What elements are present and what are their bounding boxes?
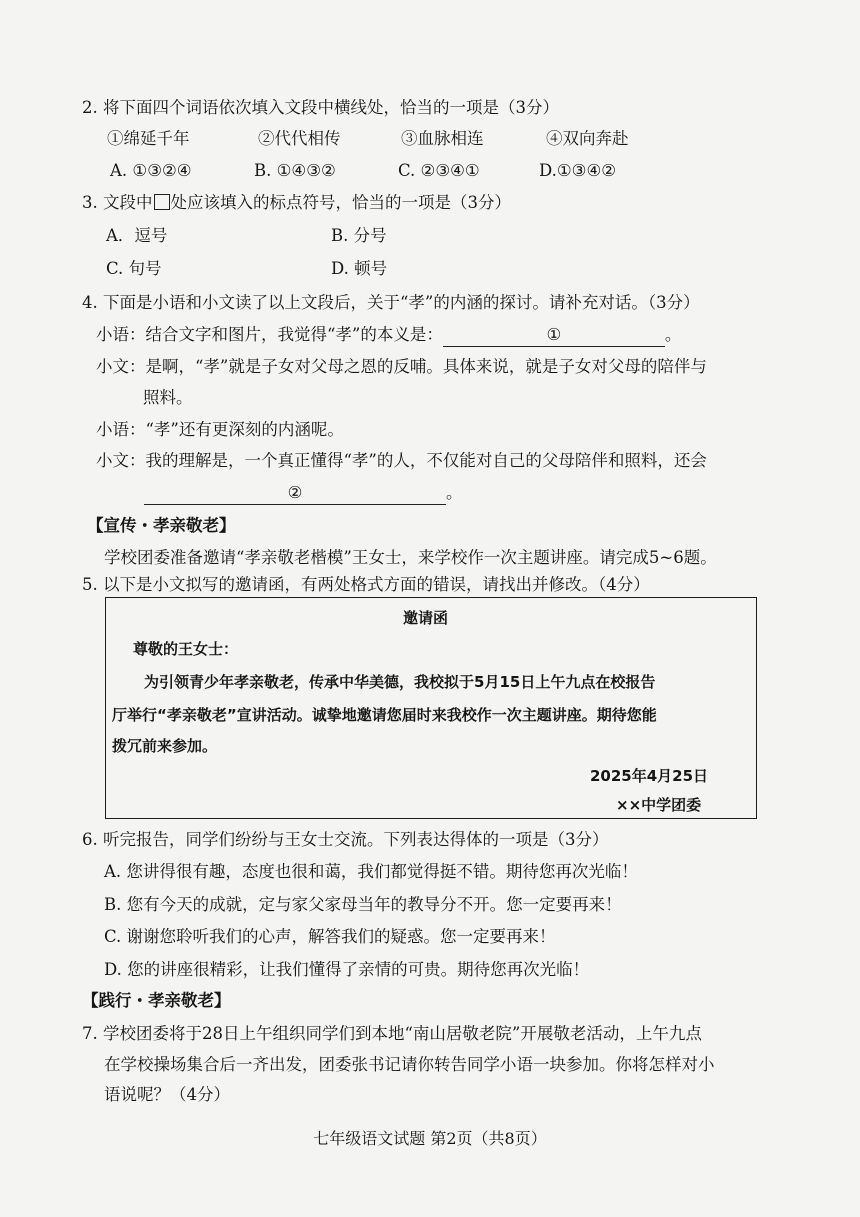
q4-line4: 小文：我的理解是，一个真正懂得“孝”的人，不仅能对自己的父母陪伴和照料，还会 [96, 451, 707, 470]
q5-stem: 5. 以下是小文拟写的邀请函，有两处格式方面的错误，请找出并修改。（4分） [82, 575, 650, 594]
q4-line2b: 照料。 [143, 388, 193, 407]
q3-stem-pre: 3. 文段中 [82, 193, 153, 212]
q2-option-d: D.①③④② [539, 161, 617, 180]
letter-salutation: 尊敬的王女士： [133, 640, 239, 658]
invitation-letter-box [105, 597, 757, 819]
page-footer: 七年级语文试题 第2页（共8页） [313, 1129, 547, 1148]
section-intro-promote: 学校团委准备邀请“孝亲敬老楷模”王女士，来学校作一次主题讲座。请完成5~6题。 [104, 548, 717, 567]
q4-line5-end: 。 [446, 483, 463, 502]
q4-line5 [144, 482, 463, 505]
letter-sender: ××中学团委 [616, 796, 702, 814]
letter-body-3: 拨冗前来参加。 [112, 737, 218, 755]
q3-option-b: B. 分号 [331, 226, 387, 245]
q6-option-c: C. 谢谢您聆听我们的心声，解答我们的疑惑。您一定要再来！ [104, 927, 556, 946]
q4-line3: 小语：“孝”还有更深刻的内涵呢。 [96, 420, 344, 439]
letter-body-1: 为引领青少年孝亲敬老，传承中华美德，我校拟于5月15日上午九点在校报告 [144, 673, 656, 691]
q3-option-c: C. 句号 [106, 259, 162, 278]
q2-stem: 2. 将下面四个词语依次填入文段中横线处，恰当的一项是（3分） [82, 98, 559, 117]
q2-option-c: C. ②③④① [398, 161, 480, 180]
q3-option-a: A．逗号 [106, 226, 168, 245]
q4-line1-end: 。 [664, 325, 682, 344]
q4-stem: 4. 下面是小语和小文读了以上文段后，关于“孝”的内涵的探讨。请补充对话。（3分） [82, 293, 700, 312]
q7-line1: 7. 学校团委将于28日上午组织同学们到本地“南山居敬老院”开展敬老活动，上午九点 [82, 1024, 702, 1043]
section-title-practice: 【践行・孝亲敬老】 [82, 991, 231, 1010]
q4-blank-1[interactable]: ① [443, 324, 665, 347]
q6-option-b: B. 您有今天的成就，定与家父家母当年的教导分不开。您一定要再来！ [104, 895, 622, 914]
q2-option-b: B. ①④③② [254, 161, 336, 180]
letter-date: 2025年4月25日 [590, 767, 709, 785]
q7-line3: 语说呢？（4分） [104, 1085, 230, 1104]
section-title-promote: 【宣传・孝亲敬老】 [87, 516, 236, 535]
q3-option-d: D. 顿号 [331, 259, 388, 278]
q2-word-1: ①绵延千年 [107, 129, 190, 148]
letter-title: 邀请函 [403, 609, 449, 627]
q2-word-3: ③血脉相连 [401, 129, 484, 148]
q4-line1-text: 小语：结合文字和图片，我觉得“孝”的本义是： [96, 325, 443, 344]
q6-stem: 6. 听完报告，同学们纷纷与王女士交流。下列表达得体的一项是（3分） [82, 830, 609, 849]
q4-line1 [96, 324, 681, 347]
q3-stem-post: 处应该填入的标点符号，恰当的一项是（3分） [170, 193, 511, 212]
q7-line2: 在学校操场集合后一齐出发，团委张书记请你转告同学小语一块参加。你将怎样对小 [104, 1055, 715, 1074]
letter-body-2: 厅举行“孝亲敬老”宣讲活动。诚挚地邀请您届时来我校作一次主题讲座。期待您能 [112, 706, 657, 724]
q2-word-2: ②代代相传 [258, 129, 341, 148]
q3-stem [82, 192, 511, 214]
q6-option-a: A. 您讲得很有趣，态度也很和蔼，我们都觉得挺不错。期待您再次光临！ [104, 862, 638, 881]
q2-word-4: ④双向奔赴 [546, 129, 629, 148]
q2-option-a: A. ①③②④ [110, 161, 192, 180]
q4-blank-2[interactable]: ② [144, 482, 446, 505]
q4-line2a: 小文：是啊，“孝”就是子女对父母之恩的反哺。具体来说，就是子女对父母的陪伴与 [96, 357, 707, 376]
punctuation-box-icon [154, 194, 170, 210]
q6-option-d: D. 您的讲座很精彩，让我们懂得了亲情的可贵。期待您再次光临！ [104, 960, 590, 979]
